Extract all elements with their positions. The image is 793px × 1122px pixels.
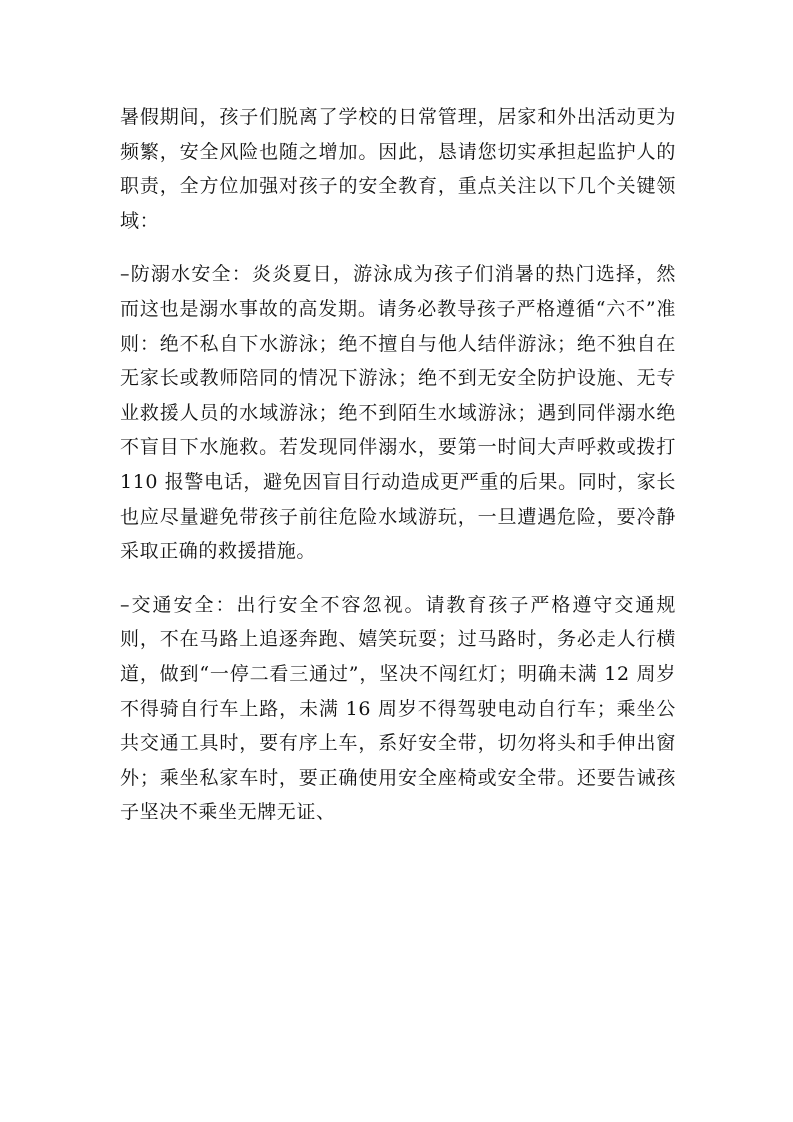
intro-paragraph: 暑假期间，孩子们脱离了学校的日常管理，居家和外出活动更为频繁，安全风险也随之增加。因此，恳请您切实承担起监护人的职责，全方位加强对孩子的安全教育，重点关注以下几个关键领域： [120,106,676,232]
document-page [120,100,683,849]
traffic-safety-paragraph: –交通安全：出行安全不容忽视。请教育孩子严格遵守交通规则，不在马路上追逐奔跑、嬉笑玩耍；过马路时，务必走人行横道，做到“一停二看三通过”，坚决不闯红灯；明确未满 12 周岁不得骑自行车上路，未满 16 周岁不得驾驶电动自行车；乘坐公共交通工具时，要有序上车，系好安全带，切勿将头和手伸出窗外；乘坐私家车时，要正确使用安全座椅或安全带。还要告诫孩子坚决不乘坐无牌无证、 [120,593,676,824]
drowning-safety-paragraph: –防溺水安全：炎炎夏日，游泳成为孩子们消暑的热门选择，然而这也是溺水事故的高发期。请务必教导孩子严格遵循“六不”准则：绝不私自下水游泳；绝不擅自与他人结伴游泳；绝不独自在无家长或教师陪同的情况下游泳；绝不到无安全防护设施、无专业救援人员的水域游泳；绝不到陌生水域游泳；遇到同伴溺水绝不盲目下水施救。若发现同伴溺水，要第一时间大声呼救或拨打 110 报警电话，避免因盲目行动造成更严重的后果。同时，家长也应尽量避免带孩子前往危险水域游玩，一旦遭遇危险，要冷静采取正确的救援措施。 [120,263,683,563]
